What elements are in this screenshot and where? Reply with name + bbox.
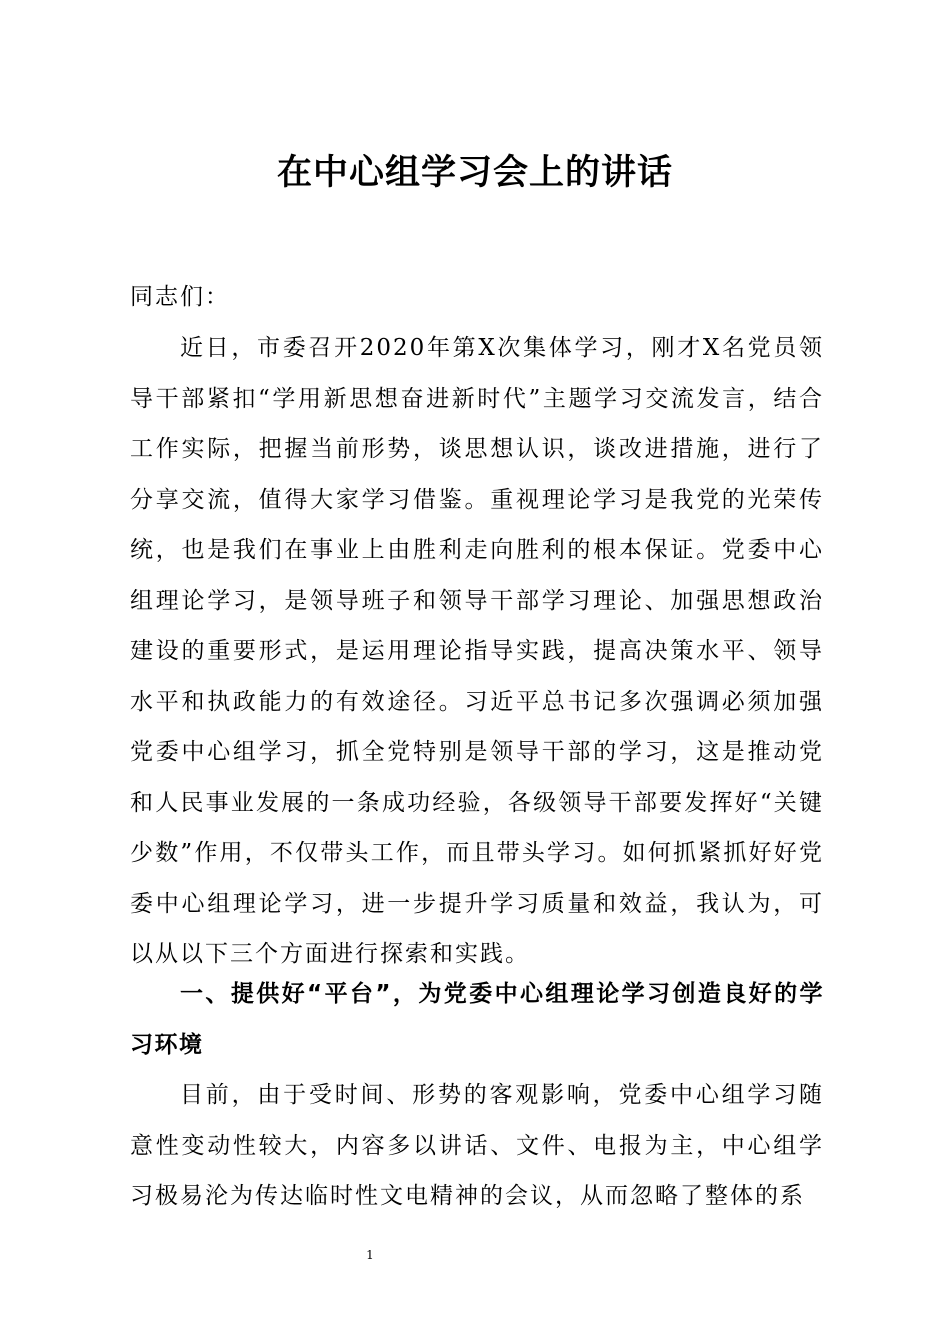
document-title: 在中心组学习会上的讲话 — [276, 153, 673, 193]
paragraph-2: 目前，由于受时间、形势的客观影响，党委中心组学习随意性变动性较大，内容多以讲话、文件、电报为主，中心组学习极易沦为传达临时性文电精神的会议，从而忽略了整体的系 — [130, 1082, 824, 1209]
page-number: 1 — [366, 1248, 374, 1262]
paragraph-1: 近日，市委召开2020年第X次集体学习，刚才X名党员领导干部紧扣“学用新思想奋进新时代”主题学习交流发言，结合工作实际，把握当前形势，谈思想认识，谈改进措施，进行了分享交流，值得大家学习借鉴。重视理论学习是我党的光荣传统，也是我们在事业上由胜利走向胜利的根本保证。党委中心组理论学习，是领导班子和领导干部学习理论、加强思想政治建设的重要形式，是运用理论指导实践，提高决策水平、领导水平和执政能力的有效途径。习近平总书记多次强调必须加强党委中心组学习，抓全党特别是领导干部的学习，这是推动党和人民事业发展的一条成功经验，各级领导干部要发挥好“关键少数”作用，不仅带头工作，而且带头学习。如何抓紧抓好好党委中心组理论学习，进一步提升学习质量和效益，我认为，可以从以下三个方面进行探索和实践。 — [130, 335, 824, 967]
salutation: 同志们： — [130, 284, 230, 310]
section-heading-1: 一、提供好“平台”，为党委中心组理论学习创造良好的学习环境 — [130, 981, 824, 1058]
